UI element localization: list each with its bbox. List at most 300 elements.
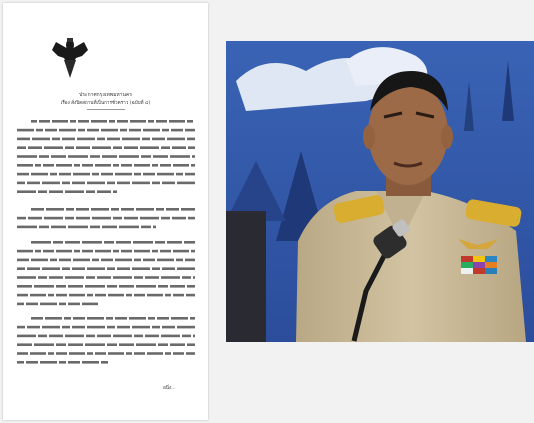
text-line-segment <box>191 250 195 253</box>
text-line-segment <box>95 164 111 167</box>
text-line-segment <box>109 120 115 123</box>
text-line-segment <box>153 155 168 158</box>
text-line-segment <box>70 120 76 123</box>
text-line-segment <box>145 335 159 338</box>
text-line-segment <box>62 138 75 141</box>
text-line-segment <box>173 250 189 253</box>
text-line-segment <box>59 129 76 132</box>
text-line-segment <box>82 303 98 306</box>
text-line-segment <box>120 129 127 132</box>
text-line-segment <box>51 226 66 229</box>
text-line-segment <box>126 352 132 355</box>
text-line-segment <box>101 259 113 262</box>
text-line-segment <box>82 241 102 244</box>
text-line-segment <box>92 146 111 149</box>
text-line-segment <box>188 146 195 149</box>
text-line-segment <box>157 259 174 262</box>
text-line-segment <box>185 173 195 176</box>
text-line-segment <box>38 276 47 279</box>
text-line-segment <box>17 352 28 355</box>
text-line-segment <box>193 335 195 338</box>
text-line-segment <box>65 217 74 220</box>
text-line-segment <box>186 352 195 355</box>
text-line-segment <box>35 164 41 167</box>
text-line-segment <box>124 146 138 149</box>
text-line-segment <box>193 276 195 279</box>
text-line-segment <box>68 155 88 158</box>
text-line-segment <box>158 285 168 288</box>
text-line-segment <box>76 217 90 220</box>
text-line-segment <box>162 129 169 132</box>
text-line-segment <box>170 285 185 288</box>
left-figure <box>226 211 266 342</box>
text-line-segment <box>78 129 85 132</box>
text-line-segment <box>38 190 47 193</box>
text-line-segment <box>134 294 145 297</box>
text-line-segment <box>87 317 104 320</box>
text-line-segment <box>116 241 131 244</box>
text-line-segment <box>76 146 90 149</box>
text-line-segment <box>65 146 74 149</box>
text-line-segment <box>161 276 180 279</box>
text-line-segment <box>177 182 195 185</box>
text-line-segment <box>48 352 54 355</box>
text-line-segment <box>171 317 188 320</box>
text-line-segment <box>119 343 134 346</box>
text-line-segment <box>90 155 100 158</box>
text-line-segment <box>17 343 32 346</box>
text-line-segment <box>101 361 108 364</box>
text-line-segment <box>82 361 99 364</box>
text-line-segment <box>101 129 118 132</box>
text-line-segment <box>166 208 179 211</box>
text-line-segment <box>117 267 130 270</box>
text-line-segment <box>152 138 165 141</box>
text-line-segment <box>102 155 117 158</box>
text-line-segment <box>87 267 105 270</box>
text-line-segment <box>65 335 84 338</box>
text-line-segment <box>68 361 80 364</box>
text-line-segment <box>17 267 25 270</box>
text-line-segment <box>107 343 117 346</box>
text-line-segment <box>147 294 163 297</box>
text-line-segment <box>59 303 66 306</box>
text-line-segment <box>49 335 63 338</box>
text-line-segment <box>39 226 49 229</box>
text-line-segment <box>90 226 100 229</box>
text-line-segment <box>17 182 25 185</box>
text-line-segment <box>140 146 159 149</box>
text-line-segment <box>117 120 128 123</box>
text-line-segment <box>46 208 64 211</box>
text-line-segment <box>26 361 38 364</box>
text-line-segment <box>148 317 155 320</box>
text-line-segment <box>107 267 115 270</box>
text-line-segment <box>113 276 132 279</box>
text-line-segment <box>86 335 95 338</box>
text-line-segment <box>87 294 93 297</box>
text-line-segment <box>97 138 105 141</box>
text-line-segment <box>91 120 107 123</box>
text-line-segment <box>85 343 105 346</box>
ear-right <box>441 125 453 149</box>
text-line-segment <box>17 164 33 167</box>
text-line-segment <box>50 173 57 176</box>
text-line-segment <box>102 226 117 229</box>
text-line-segment <box>160 250 171 253</box>
text-line-segment <box>115 259 132 262</box>
document-heading: ประกาศกรุงเทพมหานคร <box>79 92 132 98</box>
text-line-segment <box>52 120 68 123</box>
text-line-segment <box>17 190 36 193</box>
text-line-segment <box>108 294 124 297</box>
text-line-segment <box>72 326 85 329</box>
press-photo <box>226 41 534 342</box>
text-line-segment <box>106 317 113 320</box>
text-line-segment <box>87 352 93 355</box>
text-line-segment <box>101 173 113 176</box>
text-line-segment <box>52 138 60 141</box>
text-line-segment <box>34 343 54 346</box>
text-line-segment <box>35 250 41 253</box>
text-line-segment <box>74 250 80 253</box>
text-line-segment <box>56 250 72 253</box>
text-line-segment <box>17 250 33 253</box>
text-line-segment <box>51 155 66 158</box>
text-line-segment <box>34 285 54 288</box>
text-line-segment <box>172 217 186 220</box>
text-line-segment <box>113 217 122 220</box>
text-line-segment <box>17 294 28 297</box>
text-line-segment <box>28 146 42 149</box>
text-line-segment <box>119 155 139 158</box>
text-line-segment <box>104 241 114 244</box>
text-line-segment <box>38 335 47 338</box>
text-line-segment <box>30 352 46 355</box>
text-line-segment <box>162 182 175 185</box>
text-line-segment <box>161 335 180 338</box>
text-line-segment <box>165 294 171 297</box>
text-line-segment <box>167 241 182 244</box>
text-line-segment <box>82 164 93 167</box>
text-line-segment <box>190 317 195 320</box>
text-line-segment <box>65 190 84 193</box>
text-line-segment <box>134 173 141 176</box>
text-line-segment <box>119 285 134 288</box>
text-line-segment <box>188 217 195 220</box>
text-line-segment <box>30 294 46 297</box>
text-line-segment <box>48 294 54 297</box>
text-line-segment <box>133 241 153 244</box>
text-line-segment <box>17 217 26 220</box>
text-line-segment <box>107 182 115 185</box>
text-line-segment <box>119 226 139 229</box>
text-line-segment <box>86 190 95 193</box>
text-line-segment <box>170 155 190 158</box>
text-line-segment <box>56 164 72 167</box>
text-line-segment <box>143 173 155 176</box>
text-line-segment <box>86 276 95 279</box>
text-line-segment <box>65 276 84 279</box>
text-line-segment <box>152 182 160 185</box>
text-line-segment <box>27 182 40 185</box>
text-line-segment <box>97 276 111 279</box>
text-line-segment <box>169 120 185 123</box>
text-line-segment <box>176 173 183 176</box>
text-line-segment <box>132 326 150 329</box>
text-line-segment <box>113 250 119 253</box>
text-line-segment <box>142 138 150 141</box>
text-line-segment <box>132 267 150 270</box>
text-line-segment <box>136 343 156 346</box>
text-line-segment <box>111 208 119 211</box>
text-line-segment <box>40 361 57 364</box>
text-line-segment <box>17 173 29 176</box>
text-line-segment <box>69 352 85 355</box>
text-line-segment <box>185 129 195 132</box>
text-line-segment <box>72 267 85 270</box>
text-line-segment <box>26 303 38 306</box>
text-line-segment <box>91 208 109 211</box>
text-line-segment <box>121 250 132 253</box>
text-line-segment <box>121 164 132 167</box>
text-line-segment <box>181 208 195 211</box>
document-body-text <box>3 3 208 420</box>
text-line-segment <box>177 326 195 329</box>
text-line-segment <box>31 120 37 123</box>
text-line-segment <box>42 326 60 329</box>
text-line-segment <box>66 208 74 211</box>
text-line-segment <box>140 217 159 220</box>
text-line-segment <box>44 146 63 149</box>
text-line-segment <box>56 343 66 346</box>
text-line-segment <box>167 138 185 141</box>
text-line-segment <box>45 129 57 132</box>
text-line-segment <box>122 138 140 141</box>
text-line-segment <box>185 259 195 262</box>
text-line-segment <box>87 326 105 329</box>
text-line-segment <box>172 146 186 149</box>
text-line-segment <box>17 129 34 132</box>
text-line-segment <box>152 267 160 270</box>
text-line-segment <box>129 129 141 132</box>
text-line-segment <box>87 129 99 132</box>
text-line-segment <box>43 250 54 253</box>
text-line-segment <box>27 267 40 270</box>
text-line-segment <box>17 335 36 338</box>
document-footer: อนึ่ง... <box>163 386 176 391</box>
text-line-segment <box>56 285 66 288</box>
text-line-segment <box>69 294 85 297</box>
text-line-segment <box>31 241 51 244</box>
text-line-segment <box>74 164 80 167</box>
text-line-segment <box>143 129 160 132</box>
text-line-segment <box>72 182 85 185</box>
text-line-segment <box>42 267 60 270</box>
text-line-segment <box>152 164 158 167</box>
text-line-segment <box>31 259 48 262</box>
text-line-segment <box>134 276 143 279</box>
text-line-segment <box>49 276 63 279</box>
text-line-segment <box>97 335 111 338</box>
text-line-segment <box>187 343 195 346</box>
text-line-segment <box>56 294 67 297</box>
announcement-document <box>3 3 208 420</box>
text-line-segment <box>170 343 185 346</box>
text-line-segment <box>187 138 195 141</box>
text-line-segment <box>156 120 167 123</box>
text-line-segment <box>162 267 175 270</box>
text-line-segment <box>17 259 29 262</box>
text-line-segment <box>136 285 156 288</box>
text-line-segment <box>173 164 189 167</box>
text-line-segment <box>161 217 170 220</box>
text-line-segment <box>17 361 24 364</box>
text-line-segment <box>59 259 71 262</box>
text-line-segment <box>17 276 36 279</box>
text-line-segment <box>191 164 195 167</box>
text-line-segment <box>182 335 191 338</box>
text-line-segment <box>113 190 117 193</box>
text-line-segment <box>129 317 146 320</box>
text-line-segment <box>53 241 63 244</box>
text-line-segment <box>134 164 150 167</box>
ear-left <box>363 125 375 149</box>
text-line-segment <box>17 326 25 329</box>
text-line-segment <box>32 138 50 141</box>
text-line-segment <box>68 303 80 306</box>
text-line-segment <box>130 120 146 123</box>
ribbon-bar <box>461 256 497 274</box>
text-line-segment <box>95 352 106 355</box>
text-line-segment <box>171 129 183 132</box>
text-line-segment <box>17 146 26 149</box>
text-line-segment <box>92 173 99 176</box>
text-line-segment <box>192 155 195 158</box>
text-line-segment <box>45 317 62 320</box>
text-line-segment <box>187 120 193 123</box>
text-line-segment <box>152 326 160 329</box>
text-line-segment <box>155 241 165 244</box>
text-line-segment <box>39 155 49 158</box>
text-line-segment <box>161 146 170 149</box>
text-line-segment <box>187 285 195 288</box>
text-line-segment <box>31 208 44 211</box>
text-line-segment <box>65 241 80 244</box>
text-line-segment <box>44 217 63 220</box>
text-line-segment <box>121 208 134 211</box>
text-line-segment <box>50 259 57 262</box>
text-line-segment <box>108 352 124 355</box>
text-line-segment <box>92 259 99 262</box>
text-line-segment <box>115 317 127 320</box>
text-line-segment <box>141 226 151 229</box>
text-line-segment <box>95 294 106 297</box>
text-line-segment <box>56 352 67 355</box>
text-line-segment <box>62 182 70 185</box>
text-line-segment <box>97 190 111 193</box>
text-line-segment <box>176 259 183 262</box>
text-line-segment <box>173 294 184 297</box>
text-line-segment <box>62 267 70 270</box>
text-line-segment <box>82 250 93 253</box>
text-line-segment <box>134 352 145 355</box>
text-line-segment <box>141 155 151 158</box>
text-line-segment <box>64 317 71 320</box>
text-line-segment <box>148 120 154 123</box>
text-line-segment <box>134 259 141 262</box>
text-line-segment <box>143 259 155 262</box>
text-line-segment <box>59 173 71 176</box>
text-line-segment <box>31 317 43 320</box>
text-line-segment <box>17 226 37 229</box>
text-line-segment <box>78 120 89 123</box>
text-line-segment <box>107 138 120 141</box>
text-line-segment <box>134 335 143 338</box>
text-line-segment <box>17 155 37 158</box>
text-line-segment <box>40 303 57 306</box>
text-line-segment <box>124 217 138 220</box>
text-line-segment <box>152 250 158 253</box>
text-line-segment <box>49 190 63 193</box>
text-line-segment <box>17 303 24 306</box>
text-line-segment <box>113 164 119 167</box>
text-line-segment <box>182 276 191 279</box>
document-subheading: เรื่อง สั่งปิดสถานที่เป็นการชั่วคราว (ฉบับที่ ๔) <box>60 101 151 106</box>
text-line-segment <box>95 250 111 253</box>
text-line-segment <box>73 317 85 320</box>
text-line-segment <box>17 138 30 141</box>
text-line-segment <box>43 164 54 167</box>
text-line-segment <box>76 208 89 211</box>
text-line-segment <box>186 294 195 297</box>
text-line-segment <box>157 173 174 176</box>
text-line-segment <box>28 217 42 220</box>
text-line-segment <box>36 129 43 132</box>
text-line-segment <box>117 182 130 185</box>
text-line-segment <box>156 208 164 211</box>
text-line-segment <box>85 285 105 288</box>
text-line-segment <box>73 259 90 262</box>
text-line-segment <box>160 164 171 167</box>
text-line-segment <box>158 343 168 346</box>
text-line-segment <box>147 352 163 355</box>
text-line-segment <box>73 173 90 176</box>
text-line-segment <box>107 285 117 288</box>
text-line-segment <box>165 352 171 355</box>
text-line-segment <box>87 182 105 185</box>
text-line-segment <box>153 226 156 229</box>
text-line-segment <box>62 326 70 329</box>
text-line-segment <box>184 241 195 244</box>
text-line-segment <box>173 352 184 355</box>
text-line-segment <box>162 326 175 329</box>
text-line-segment <box>68 343 83 346</box>
text-line-segment <box>27 326 40 329</box>
text-line-segment <box>134 250 150 253</box>
text-line-segment <box>107 326 115 329</box>
text-line-segment <box>92 217 111 220</box>
text-line-segment <box>145 276 159 279</box>
text-line-segment <box>17 285 32 288</box>
text-line-segment <box>31 173 48 176</box>
text-line-segment <box>117 326 130 329</box>
text-line-segment <box>59 361 66 364</box>
text-line-segment <box>113 335 132 338</box>
text-line-segment <box>132 182 150 185</box>
text-line-segment <box>68 226 88 229</box>
text-line-segment <box>68 285 83 288</box>
